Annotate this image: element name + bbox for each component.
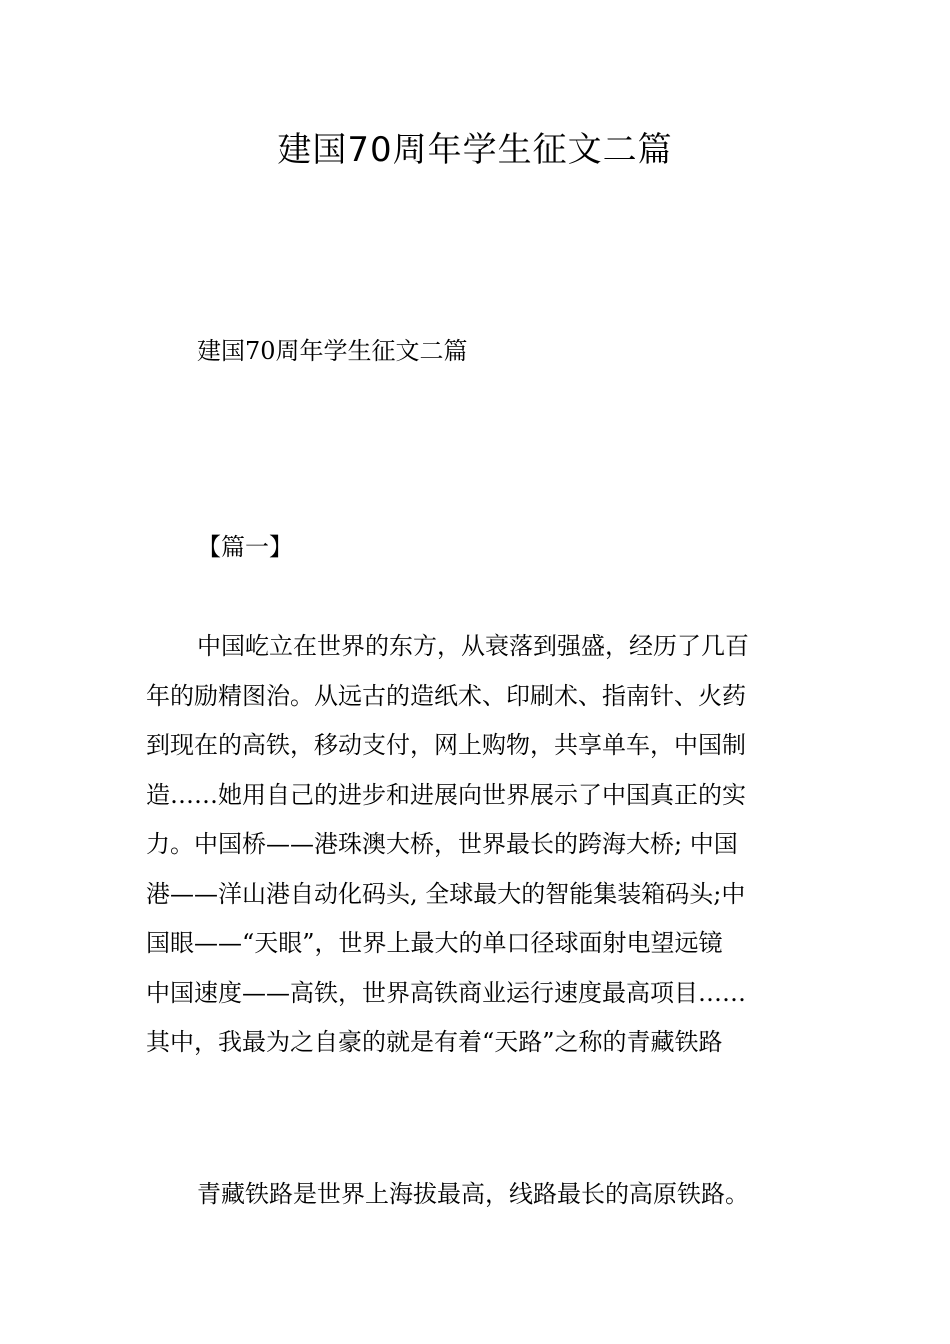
paragraph-1 xyxy=(146,626,806,1072)
paragraph-line: 造……她用自己的进步和进展向世界展示了中国真正的实 xyxy=(146,780,746,809)
paragraph-line: 中国屹立在世界的东方，从衰落到强盛，经历了几百 xyxy=(197,632,749,660)
paragraph-line: 国眼——“天眼”，世界上最大的单口径球面射电望远镜 xyxy=(146,929,723,957)
paragraph-line: 港——洋山港自动化码头, 全球最大的智能集装箱码头;中 xyxy=(146,879,746,908)
paragraph-2: 青藏铁路是世界上海拔最高，线路最长的高原铁路。 xyxy=(197,1180,749,1208)
paragraph-line: 年的励精图治。从远古的造纸术、印刷术、指南针、火药 xyxy=(146,681,746,710)
paragraph-line: 其中，我最为之自豪的就是有着“天路”之称的青藏铁路 xyxy=(146,1028,723,1056)
paragraph-line: 力。中国桥——港珠澳大桥，世界最长的跨海大桥; 中国 xyxy=(146,830,738,858)
document-subtitle: 建国70周年学生征文二篇 xyxy=(197,337,468,365)
paragraph-line: 中国速度——高铁，世界高铁商业运行速度最高项目…… xyxy=(146,978,746,1007)
document-title: 建国70周年学生征文二篇 xyxy=(277,130,673,170)
section-label: 【篇一】 xyxy=(197,533,293,561)
paragraph-line: 到现在的高铁，移动支付，网上购物，共享单车，中国制 xyxy=(146,731,746,759)
